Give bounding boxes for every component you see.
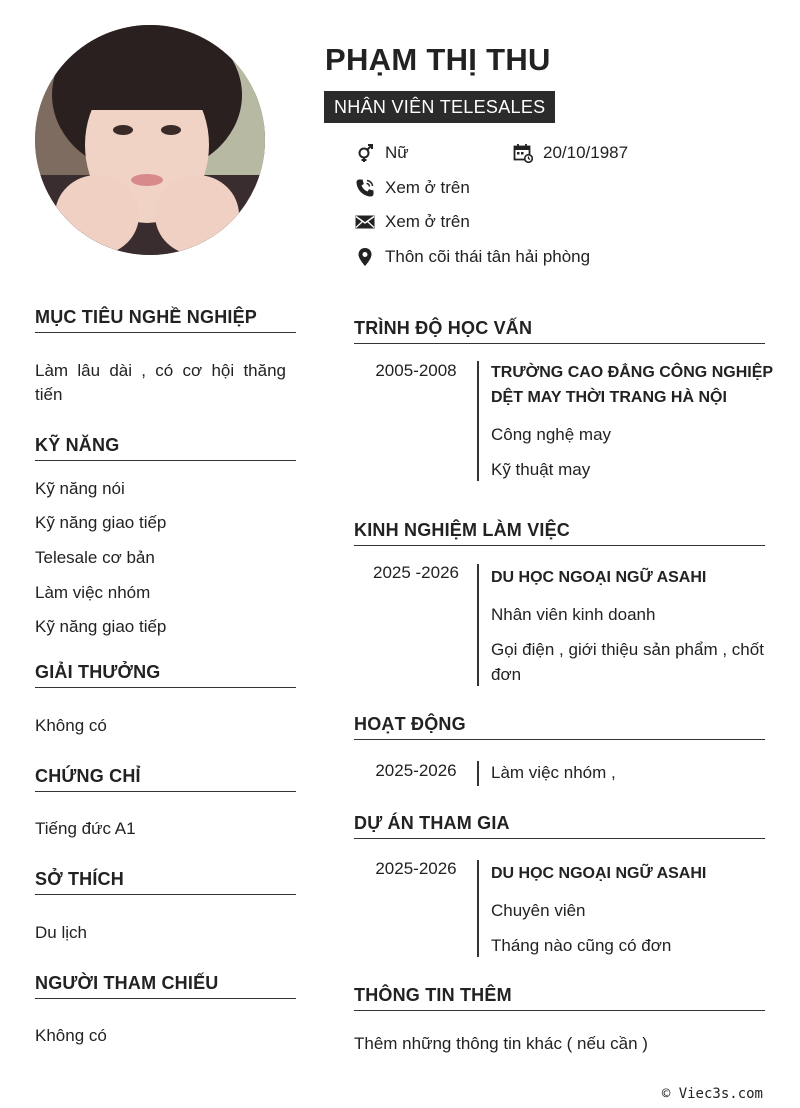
education-school-line2: DỆT MAY THỜI TRANG HÀ NỘI: [491, 389, 727, 406]
experience-company: DU HỌC NGOẠI NGỮ ASAHI: [491, 569, 707, 586]
references-title: NGƯỜI THAM CHIẾU: [35, 973, 296, 999]
gender-icon: [355, 143, 375, 163]
references-text: Không có: [35, 1026, 107, 1045]
experience-year: 2025 -2026: [372, 563, 460, 582]
birthday-row: [513, 143, 628, 163]
calendar-icon: [513, 143, 533, 163]
activities-title: HOẠT ĐỘNG: [354, 714, 765, 740]
hobbies-text: Du lịch: [35, 923, 87, 942]
experience-divider: [477, 564, 479, 686]
experience-desc-line2: đơn: [491, 665, 522, 684]
experience-position: Nhân viên kinh doanh: [491, 605, 656, 624]
activities-text: Làm việc nhóm ,: [491, 763, 616, 782]
extra-info-text: Thêm những thông tin khác ( nếu cần ): [354, 1034, 648, 1053]
address-value: Thôn cõi thái tân hải phòng: [385, 247, 591, 266]
objective-title: MỤC TIÊU NGHỀ NGHIỆP: [35, 307, 296, 333]
skills-title: KỸ NĂNG: [35, 435, 296, 461]
gender-row: [355, 143, 409, 163]
projects-name: DU HỌC NGOẠI NGỮ ASAHI: [491, 865, 707, 882]
awards-title: GIẢI THƯỞNG: [35, 662, 296, 688]
skill-item: Kỹ năng giao tiếp: [35, 617, 167, 636]
skill-item: Kỹ năng giao tiếp: [35, 513, 167, 532]
phone-value: Xem ở trên: [385, 178, 470, 197]
activities-year: 2025-2026: [375, 761, 457, 780]
location-icon: [355, 247, 375, 267]
birthday-value: 20/10/1987: [543, 143, 629, 162]
education-line: Công nghệ may: [491, 425, 612, 444]
gender-value: Nữ: [385, 143, 409, 162]
awards-text: Không có: [35, 716, 107, 735]
email-row: [355, 212, 470, 232]
education-year: 2005-2008: [375, 361, 457, 380]
projects-divider: [477, 860, 479, 957]
projects-line: Tháng nào cũng có đơn: [491, 936, 672, 955]
projects-line: Chuyên viên: [491, 901, 586, 920]
activities-divider: [477, 761, 479, 786]
education-title: TRÌNH ĐỘ HỌC VẤN: [354, 318, 765, 344]
phone-row: [355, 178, 470, 198]
phone-icon: [355, 178, 375, 198]
skill-item: Làm việc nhóm: [35, 583, 151, 602]
education-divider: [477, 361, 479, 481]
experience-desc-line1: Gọi điện , giới thiệu sản phẩm , chốt: [491, 640, 764, 659]
skill-item: Telesale cơ bản: [35, 548, 155, 567]
footer-copyright: © Viec3s.com: [661, 1086, 763, 1102]
extra-info-title: THÔNG TIN THÊM: [354, 985, 765, 1011]
certificates-text: Tiếng đức A1: [35, 819, 136, 838]
experience-title: KINH NGHIỆM LÀM VIỆC: [354, 520, 765, 546]
objective-text: Làm lâu dài , có cơ hội thăng tiến: [35, 361, 286, 404]
skill-item: Kỹ năng nói: [35, 479, 125, 498]
candidate-name: PHẠM THỊ THU: [325, 42, 551, 77]
education-school-line1: TRƯỜNG CAO ĐẲNG CÔNG NGHIỆP: [491, 364, 774, 381]
projects-year: 2025-2026: [375, 859, 457, 878]
hobbies-title: SỞ THÍCH: [35, 869, 296, 895]
email-icon: [355, 212, 375, 232]
profile-photo: [35, 25, 265, 255]
job-title: NHÂN VIÊN TELESALES: [324, 91, 555, 123]
education-line: Kỹ thuật may: [491, 460, 591, 479]
address-row: [355, 247, 590, 267]
certificates-title: CHỨNG CHỈ: [35, 766, 296, 792]
email-value: Xem ở trên: [385, 212, 470, 231]
projects-title: DỰ ÁN THAM GIA: [354, 813, 765, 839]
